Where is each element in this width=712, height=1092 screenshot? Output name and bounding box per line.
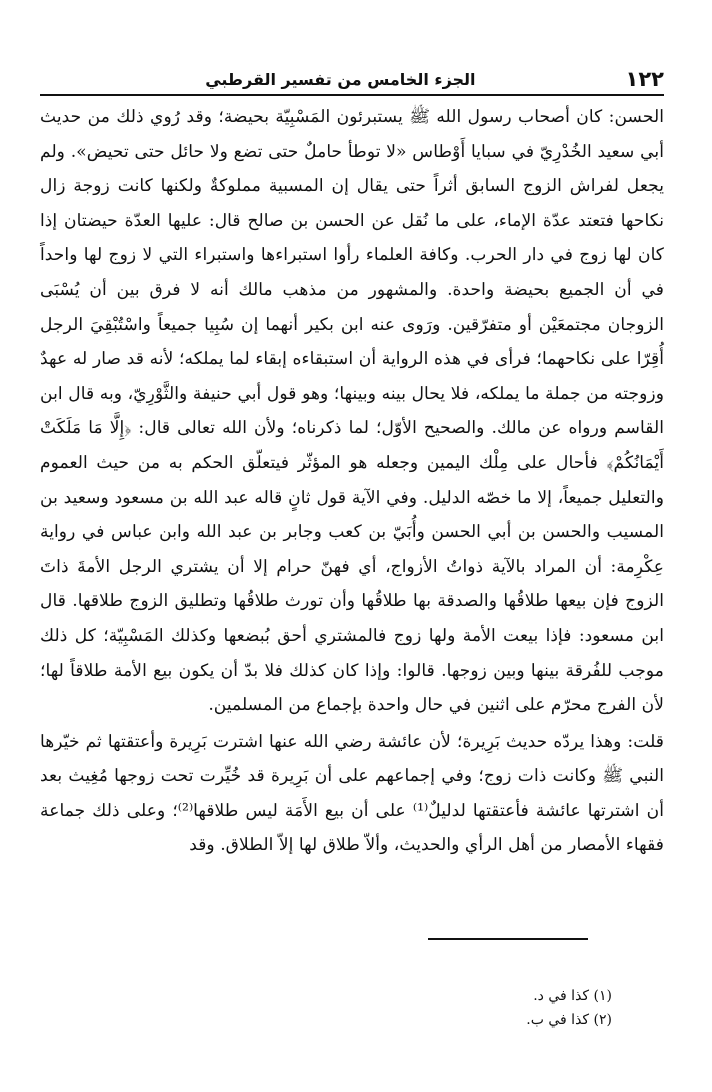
page-number: ١٢٢ <box>625 67 664 91</box>
footnote: (١) كذا في د. <box>533 988 612 1004</box>
running-title: الجزء الخامس من تفسير القرطبي <box>205 70 476 89</box>
paragraph: قلت: وهذا يردّه حديث بَرِيرة؛ لأن عائشة رضي الله عنها اشترت بَرِيرة وأعتقتها ثم خيّرها النبي ﷺ وكانت ذات زوج؛ وفي إجماعهم على أن بَرِيرة قد خُيِّرت تحت زوجها مُغِيث بعد أن اشترتها عائشة فأعتقتها لدليلٌ⁽¹⁾ على أن بيع الأَمَة ليس طلاقها⁽²⁾؛ وعلى ذلك جماعة فقهاء الأمصار من أهل الرأي والحديث، وألاّ طلاق لها إلاّ الطلاق. وقد <box>40 731 665 856</box>
footnote: (٢) كذا في ب. <box>526 1012 612 1028</box>
page-header <box>40 60 664 96</box>
footnotes <box>412 984 612 1032</box>
main-text <box>40 100 664 863</box>
footnote-divider <box>428 938 588 940</box>
paragraph: الحسن: كان أصحاب رسول الله ﷺ يستبرئون المَسْبِيّة بحيضة؛ وقد رُوي ذلك من حديث أبي سعيد الخُدْرِيّ في سبايا أَوْطاس «لا توطأ حاملٌ حتى تضع ولا حائل حتى تحيض». ولم يجعل لفراش الزوج السابق أثراً حتى يقال إن المسبية مملوكةٌ ولكنها كانت زوجة زال نكاحها فتعتد عدّة الإماء، على ما نُقل عن الحسن بن صالح قال: عليها العدّة حيضتان إذا كان لها زوج في دار الحرب. وكافة العلماء رأوا استبراءها واستبراء التي لا زوج لها واحداً في أن الجميع بحيضة واحدة. والمشهور من مذهب مالك أنه لا فرق بين أن يُسْبَى الزوجان مجتمعَيْن أو متفرّقين. ورَوى عنه ابن بكير أنهما إن سُبِيا جميعاً واسْتُبْقِيَ الرجل أُقِرّا على نكاحهما؛ فرأى في هذه الرواية أن استبقاءه إبقاء لما يملكه؛ لأنه قد صار له عهدٌ وزوجته من جملة ما يملكه، فلا يحال بينه وبينها؛ وهو قول أبي حنيفة والثَّوْرِيّ، وبه قال ابن القاسم ورواه عن مالك. والصحيح الأوّل؛ لما ذكرناه؛ ولأن الله تعالى قال: ﴿إِلَّا مَا مَلَكَتْ أَيْمَانُكُمْ﴾ فأحال على مِلْك اليمين وجعله هو المؤثّر فيتعلّق الحكم به من حيث العموم والتعليل جميعاً، إلا ما خصّه الدليل. وفي الآية قول ثانٍ قاله عبد الله بن مسعود وسعيد بن المسيب والحسن بن أبي الحسن وأُبَيّ بن كعب وجابر بن عبد الله وابن عباس في رواية عِكْرِمة: أن المراد بالآية ذواتُ الأزواج، أي فهنّ حرام إلا أن يشتري الرجل الأمةَ ذاتَ الزوج فإن بيعها طلاقُها والصدقة بها طلاقُها وأن تورث طلاقُها وتطليق الزوج طلاقها. قال ابن مسعود: فإذا بيعت الأمة ولها زوج فالمشتري أحق بُبضعها وكذلك المَسْبِيّة؛ كل ذلك موجب للفُرقة بينها وبين زوجها. قالوا: وإذا كان كذلك فلا بدّ أن يكون بيع الأمة طلاقاً لها؛ لأن الفرج محرّم على اثنين في حال واحدة بإجماع من المسلمين. <box>40 107 664 716</box>
